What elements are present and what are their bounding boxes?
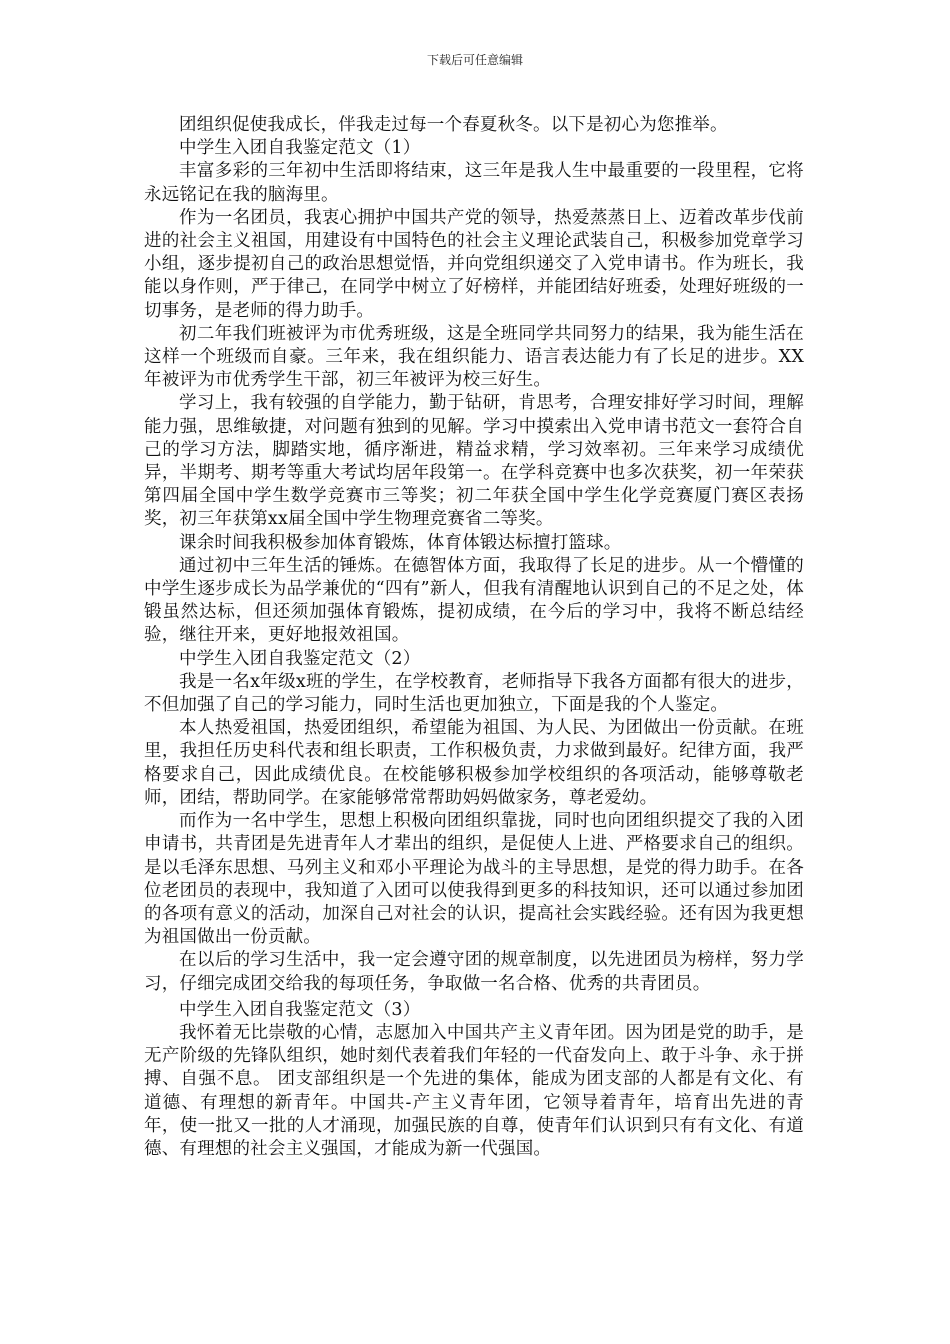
page-header-note: 下载后可任意编辑 xyxy=(426,53,523,67)
paragraph: 本人热爱祖国，热爱团组织，希望能为祖国、为人民、为团做出一份贡献。在班里，我担任历史科代表和组长职责，工作积极负责，力求做到最好。纪律方面，我严格要求自己，因此成绩优良。在校能够积极参加学校组织的各项活动，能够尊敬老师，团结，帮助同学。在家能够常常帮助妈妈做家务，尊老爱幼。 xyxy=(144,718,804,808)
intro-paragraph: 团组织促使我成长，伴我走过每一个春夏秋冬。以下是初心为您推举。 xyxy=(179,115,728,135)
paragraph: 学习上，我有较强的自学能力，勤于钻研，肯思考，合理安排好学习时间，理解能力强，思维敏捷，对问题有独到的见解。学习中摸索出入党申请书范文一套符合自己的学习方法，脚踏实地，循序渐进，精益求精，学习效率初。三年来学习成绩优异，半期考、期考等重大考试均居年段第一。在学科竞赛中也多次获奖，初一年荣获第四届全国中学生数学竞赛市三等奖；初二年获全国中学生化学竞赛厦门赛区表扬奖，初三年获第xx届全国中学生物理竞赛省二等奖。 xyxy=(144,393,804,530)
section-heading-2: 中学生入团自我鉴定范文（2） xyxy=(179,648,421,669)
paragraph: 通过初中三年生活的锤炼。在德智体方面，我取得了长足的进步。从一个懵懂的中学生逐步成长为品学兼优的“四有”新人，但我有清醒地认识到自己的不足之处，体锻虽然达标，但还须加强体育锻炼，提初成绩，在今后的学习中，我将不断总结经验，继往开来，更好地报效祖国。 xyxy=(144,555,804,646)
paragraph: 丰富多彩的三年初中生活即将结束，这三年是我人生中最重要的一段里程，它将永远铭记在我的脑海里。 xyxy=(144,161,804,205)
section-heading-1: 中学生入团自我鉴定范文（1） xyxy=(179,138,421,159)
paragraph: 初二年我们班被评为市优秀班级，这是全班同学共同努力的结果，我为能生活在这样一个班级而自豪。三年来，我在组织能力、语言表达能力有了长足的进步。XX年被评为市优秀学生干部，初三年被评为校三好生。 xyxy=(144,323,804,391)
paragraph: 我怀着无比崇敬的心情，志愿加入中国共产主义青年团。因为团是党的助手，是无产阶级的先锋队组织，她时刻代表着我们年轻的一代奋发向上、敢于斗争、永于拼搏、自强不息。 团支部组织是一个先进的集体，能成为团支部的人都是有文化、有道德、有理想的新青年。中国共-产主义青年团，它领导着青年，培育出先进的青年，使一批又一批的人才涌现，加强民族的自尊，使青年们认识到只有有文化、有道德、有理想的社会主义强国，才能成为新一代强国。 xyxy=(144,1022,804,1159)
paragraph: 而作为一名中学生，思想上积极向团组织靠拢，同时也向团组织提交了我的入团申请书，共青团是先进青年人才辈出的组织，是促使人上进、严格要求自己的组织。是以毛泽东思想、马列主义和邓小平理论为战斗的主导思想，是党的得力助手。在各位老团员的表现中，我知道了入团可以使我得到更多的科技知识，还可以通过参加团的各项有意义的活动，加深自己对社会的认识，提高社会实践经验。还有因为我更想为祖国做出一份贡献。 xyxy=(144,811,804,948)
section-heading-3: 中学生入团自我鉴定范文（3） xyxy=(179,999,421,1020)
paragraph: 在以后的学习生活中，我一定会遵守团的规章制度，以先进团员为榜样，努力学习，仔细完成团交给我的每项任务，争取做一名合格、优秀的共青团员。 xyxy=(144,950,804,994)
paragraph: 我是一名x年级x班的学生，在学校教育，老师指导下我各方面都有很大的进步，不但加强了自己的学习能力，同时生活也更加独立，下面是我的个人鉴定。 xyxy=(144,671,804,716)
paragraph: 课余时间我积极参加体育锻炼，体育体锻达标擅打篮球。 xyxy=(179,532,622,553)
document-body xyxy=(144,114,804,1161)
paragraph: 作为一名团员，我衷心拥护中国共产党的领导，热爱蒸蒸日上、迈着改革步伐前进的社会主义祖国，用建设有中国特色的社会主义理论武装自己，积极参加党章学习小组，逐步提初自己的政治思想觉悟，并向党组织递交了入党申请书。作为班长，我能以身作则，严于律己，在同学中树立了好榜样，并能团结好班委，处理好班级的一切事务，是老师的得力助手。 xyxy=(144,207,804,321)
